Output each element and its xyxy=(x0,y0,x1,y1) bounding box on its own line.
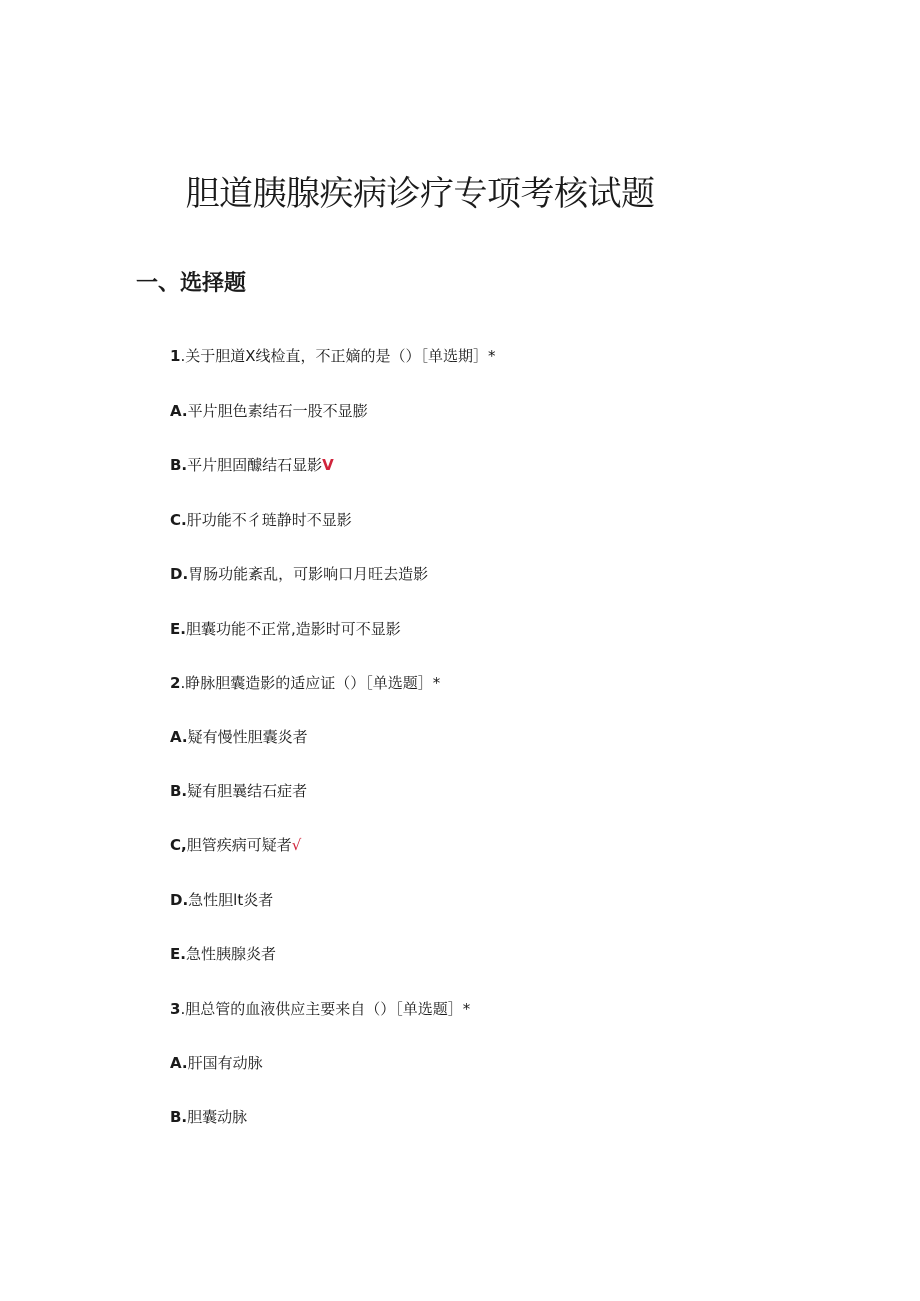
option-label: A. xyxy=(170,402,188,420)
answer-check-mark: V xyxy=(322,456,334,474)
question-number: 1 xyxy=(170,347,181,365)
option-label: C. xyxy=(170,511,187,529)
option-2e xyxy=(170,943,276,964)
option-label: D. xyxy=(170,891,189,909)
section-heading: 一、选择题 xyxy=(136,271,247,296)
option-2b xyxy=(170,780,307,801)
option-label: E. xyxy=(170,620,186,638)
question-text: .睁脉胆囊造影的适应证（）［单选题］* xyxy=(180,674,441,692)
option-2c xyxy=(170,834,301,855)
option-text: 疑有慢性胆囊炎者 xyxy=(187,728,308,746)
question-3 xyxy=(170,998,470,1019)
option-text: 肝国有动脉 xyxy=(187,1054,263,1072)
option-label: A. xyxy=(170,1054,188,1072)
question-text: .关于胆道X线检直，不正嫡的是（）［单选期］* xyxy=(180,347,496,365)
document-title: 胆道胰腺疾病诊疗专项考核试题 xyxy=(185,174,655,214)
option-1a xyxy=(170,400,368,421)
option-1e xyxy=(170,618,401,639)
option-text: 肝功能不彳琏静时不显影 xyxy=(186,511,352,529)
option-label: C, xyxy=(170,836,187,854)
question-number: 3 xyxy=(170,1000,181,1018)
option-label: D. xyxy=(170,565,189,583)
option-label: B. xyxy=(170,1108,188,1126)
option-text: 急性胆lt炎者 xyxy=(188,891,274,909)
answer-check-mark: √ xyxy=(291,836,302,854)
option-text: 胆管疾病可疑者 xyxy=(186,836,292,854)
option-1b xyxy=(170,454,334,475)
question-2 xyxy=(170,672,440,693)
option-text: 胆囊动脉 xyxy=(187,1108,248,1126)
option-text: 平片胆固醵结石显影 xyxy=(187,456,323,474)
option-label: E. xyxy=(170,945,186,963)
option-1d xyxy=(170,563,428,584)
option-2a xyxy=(170,726,308,747)
option-1c xyxy=(170,509,352,530)
question-number: 2 xyxy=(170,674,181,692)
option-text: 急性胰腺炎者 xyxy=(185,945,276,963)
option-label: B. xyxy=(170,782,188,800)
option-3b xyxy=(170,1106,247,1127)
option-text: 平片胆色素结石一股不显膨 xyxy=(187,402,368,420)
option-2d xyxy=(170,889,273,910)
option-text: 疑有胆曩结石症者 xyxy=(187,782,308,800)
option-3a xyxy=(170,1052,263,1073)
option-label: B. xyxy=(170,456,188,474)
option-text: 胆囊功能不正常,造影时可不显影 xyxy=(185,620,401,638)
question-text: .胆总管的血液供应主要来自（）［单选题］* xyxy=(180,1000,471,1018)
option-label: A. xyxy=(170,728,188,746)
question-1 xyxy=(170,345,495,366)
option-text: 胃肠功能紊乱，可影响口月旺去造影 xyxy=(188,565,429,583)
